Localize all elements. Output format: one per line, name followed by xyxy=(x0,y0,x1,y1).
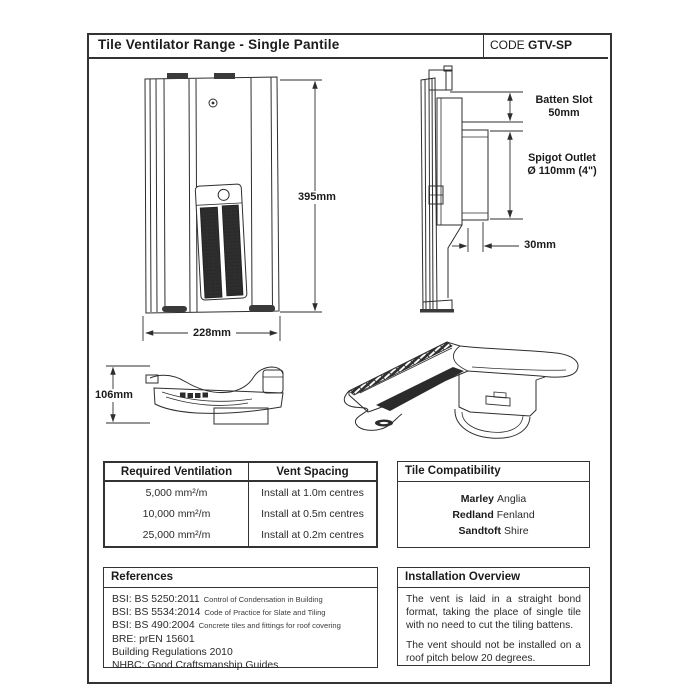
dim-front-height: 395mm xyxy=(293,191,341,204)
spacing-value: Install at 0.2m centres xyxy=(261,529,364,542)
col-header-vent-spacing: Vent Spacing xyxy=(276,465,349,478)
table-row xyxy=(105,525,376,546)
list-item xyxy=(398,523,589,539)
dim-profile-height: 106mm xyxy=(90,389,138,402)
tile-brand: Redland xyxy=(452,509,494,521)
ventilation-table xyxy=(103,461,378,548)
ventilation-value: 5,000 mm²/m xyxy=(105,482,249,503)
tile-brand: Marley xyxy=(460,493,495,505)
reference-note: Concrete tiles and fittings for roof covering xyxy=(198,621,341,631)
tile-model: Shire xyxy=(504,525,529,537)
reference-main: BSI: BS 5250:2011 xyxy=(112,594,200,605)
table-row xyxy=(105,503,376,524)
spacing-value: Install at 0.5m centres xyxy=(261,507,364,520)
spacing-value: Install at 1.0m centres xyxy=(261,486,364,499)
spigot-value: Ø 110mm (4") xyxy=(527,165,597,177)
list-item xyxy=(112,606,369,619)
references-panel xyxy=(103,567,378,672)
batten-slot-value: 50mm xyxy=(548,107,580,119)
page-title: Tile Ventilator Range - Single Pantile xyxy=(98,37,340,52)
list-item xyxy=(398,491,589,507)
dim-front-width: 228mm xyxy=(188,327,236,340)
installation-panel xyxy=(397,567,590,666)
reference-note: Control of Condensation in Building xyxy=(203,595,323,604)
installation-title: Installation Overview xyxy=(398,568,589,588)
installation-text xyxy=(398,588,589,665)
tile-model: Anglia xyxy=(497,493,527,505)
installation-paragraph: The vent should not be installed on a roof pitch below 20 degrees. xyxy=(406,640,581,664)
code-value: GTV-SP xyxy=(528,38,573,52)
col-header-required-ventilation: Required Ventilation xyxy=(105,463,249,480)
references-list xyxy=(104,588,377,672)
dim-batten-slot xyxy=(518,94,610,120)
reference-main: Building Regulations 2010 xyxy=(112,646,233,658)
reference-note: Code of Practice for Slate and Tiling xyxy=(204,608,326,618)
dim-offset: 30mm xyxy=(524,239,556,251)
reference-main: BRE: prEN 15601 xyxy=(112,633,195,645)
reference-main: BSI: BS 5534:2014 xyxy=(112,607,201,619)
tile-model: Fenland xyxy=(496,509,535,521)
tile-compatibility-title: Tile Compatibility xyxy=(398,462,589,482)
installation-paragraph: The vent is laid in a straight bond format, taking the place of single tile with no need to cut the tiling battens. xyxy=(406,594,581,631)
reference-main: BSI: BS 490:2004 xyxy=(112,620,195,632)
list-item xyxy=(112,659,369,672)
ventilation-value: 10,000 mm²/m xyxy=(105,503,249,524)
spigot-label: Spigot Outlet xyxy=(528,152,596,164)
list-item xyxy=(112,646,369,659)
title-separator xyxy=(483,33,484,57)
tile-compatibility-list xyxy=(398,491,589,539)
batten-slot-label: Batten Slot xyxy=(535,94,593,106)
code-label: CODE xyxy=(490,38,525,52)
list-item xyxy=(112,619,369,632)
reference-main: NHBC: Good Craftsmanship Guides xyxy=(112,660,279,672)
list-item xyxy=(112,633,369,646)
dim-spigot-outlet xyxy=(512,152,612,178)
references-title: References xyxy=(104,568,377,588)
tile-compatibility-panel xyxy=(397,461,590,548)
list-item xyxy=(112,593,369,606)
tile-brand: Sandtoft xyxy=(458,525,502,537)
ventilation-table-header xyxy=(105,463,376,482)
list-item xyxy=(398,507,589,523)
product-code xyxy=(490,38,572,52)
ventilation-value: 25,000 mm²/m xyxy=(105,525,249,546)
table-row xyxy=(105,482,376,503)
